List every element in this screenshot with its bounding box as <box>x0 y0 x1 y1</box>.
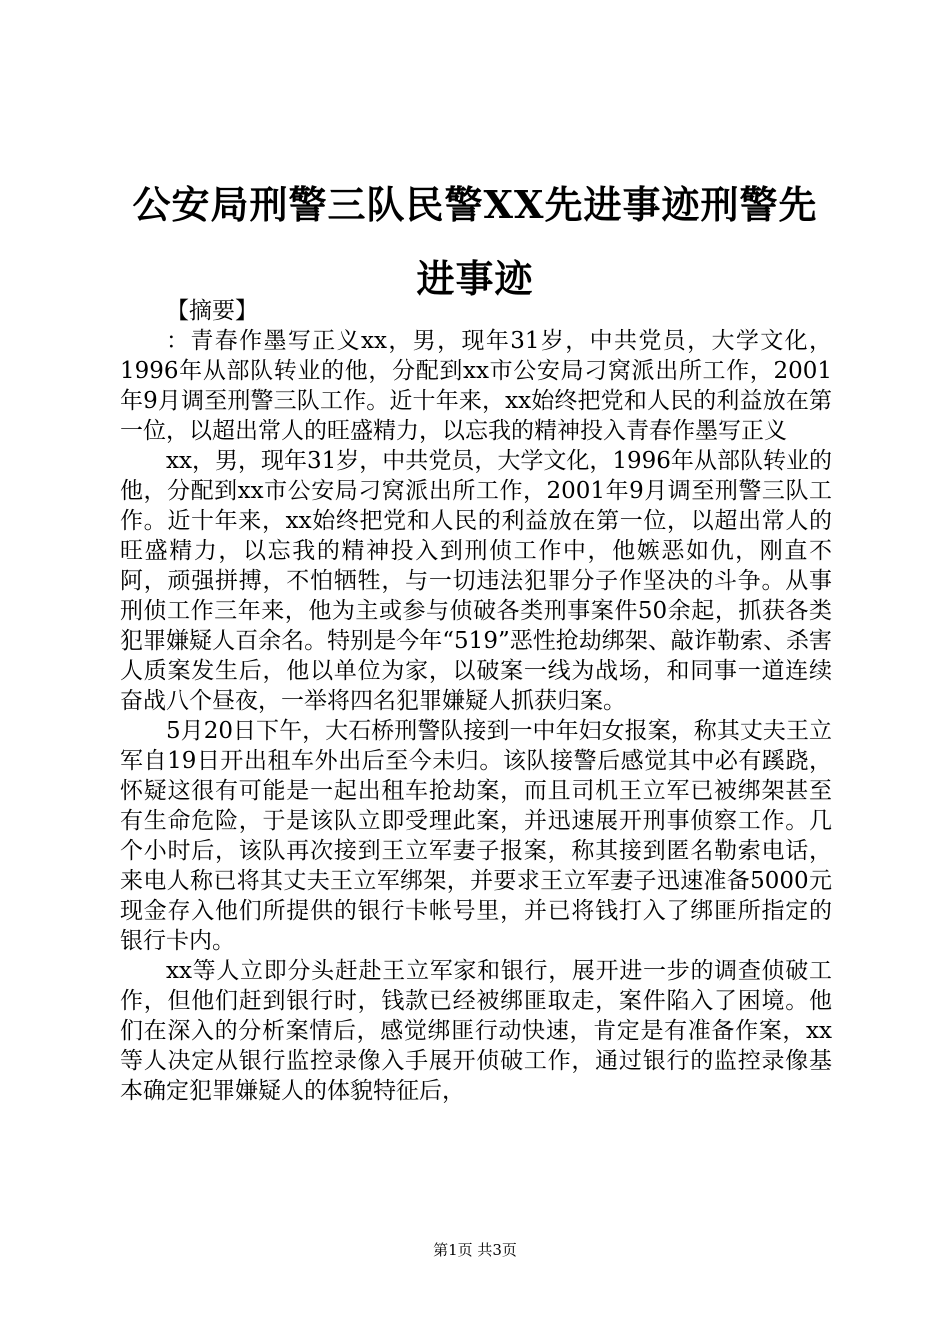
paragraph: 5月20日下午，大石桥刑警队接到一中年妇女报案，称其丈夫王立军自19日开出租车外出后至今未归。该队接警后感觉其中必有蹊跷，怀疑这很有可能是一起出租车抢劫案，而且司机王立军已被绑架甚至有生命危险，于是该队立即受理此案，并迅速展开刑事侦察工作。几个小时后，该队再次接到王立军妻子报案，称其接到匿名勒索电话，来电人称已将其丈夫王立军绑架，并要求王立军妻子迅速准备5000元现金存入他们所提供的银行卡帐号里，并已将钱打入了绑匪所指定的银行卡内。 <box>120 718 832 954</box>
paragraph: xx，男，现年31岁，中共党员，大学文化，1996年从部队转业的他，分配到xx市公安局刁窝派出所工作，2001年9月调至刑警三队工作。近十年来，xx始终把党和人民的利益放在第一位，以超出常人的旺盛精力，以忘我的精神投入到刑侦工作中，他嫉恶如仇，刚直不阿，顽强拼搏，不怕牺牲，与一切违法犯罪分子作坚决的斗争。从事刑侦工作三年来，他为主或参与侦破各类刑事案件50余起，抓获各类犯罪嫌疑人百余名。特别是今年“519”恶性抢劫绑架、敲诈勒索、杀害人质案发生后，他以单位为家，以破案一线为战场，和同事一道连续奋战八个昼夜，一举将四名犯罪嫌疑人抓获归案。 <box>120 448 832 714</box>
paragraph: ：青春作墨写正义xx，男，现年31岁，中共党员，大学文化，1996年从部队转业的他，分配到xx市公安局刁窝派出所工作，2001年9月调至刑警三队工作。近十年来，xx始终把党和人民的利益放在第一位，以超出常人的旺盛精力，以忘我的精神投入青春作墨写正义 <box>120 328 832 444</box>
document-title: 公安局刑警三队民警XX先进事迹刑警先进事迹 <box>132 182 818 301</box>
abstract-heading: 【摘要】 <box>166 298 258 324</box>
page-footer: 第1页 共3页 <box>433 1241 517 1259</box>
document-body <box>120 296 832 1106</box>
paragraph: xx等人立即分头赶赴王立军家和银行，展开进一步的调查侦破工作，但他们赶到银行时，钱款已经被绑匪取走，案件陷入了困境。他们在深入的分析案情后，感觉绑匪行动快速，肯定是有准备作案，xx等人决定从银行监控录像入手展开侦破工作，通过银行的监控录像基本确定犯罪嫌疑人的体貌特征后， <box>120 958 832 1104</box>
